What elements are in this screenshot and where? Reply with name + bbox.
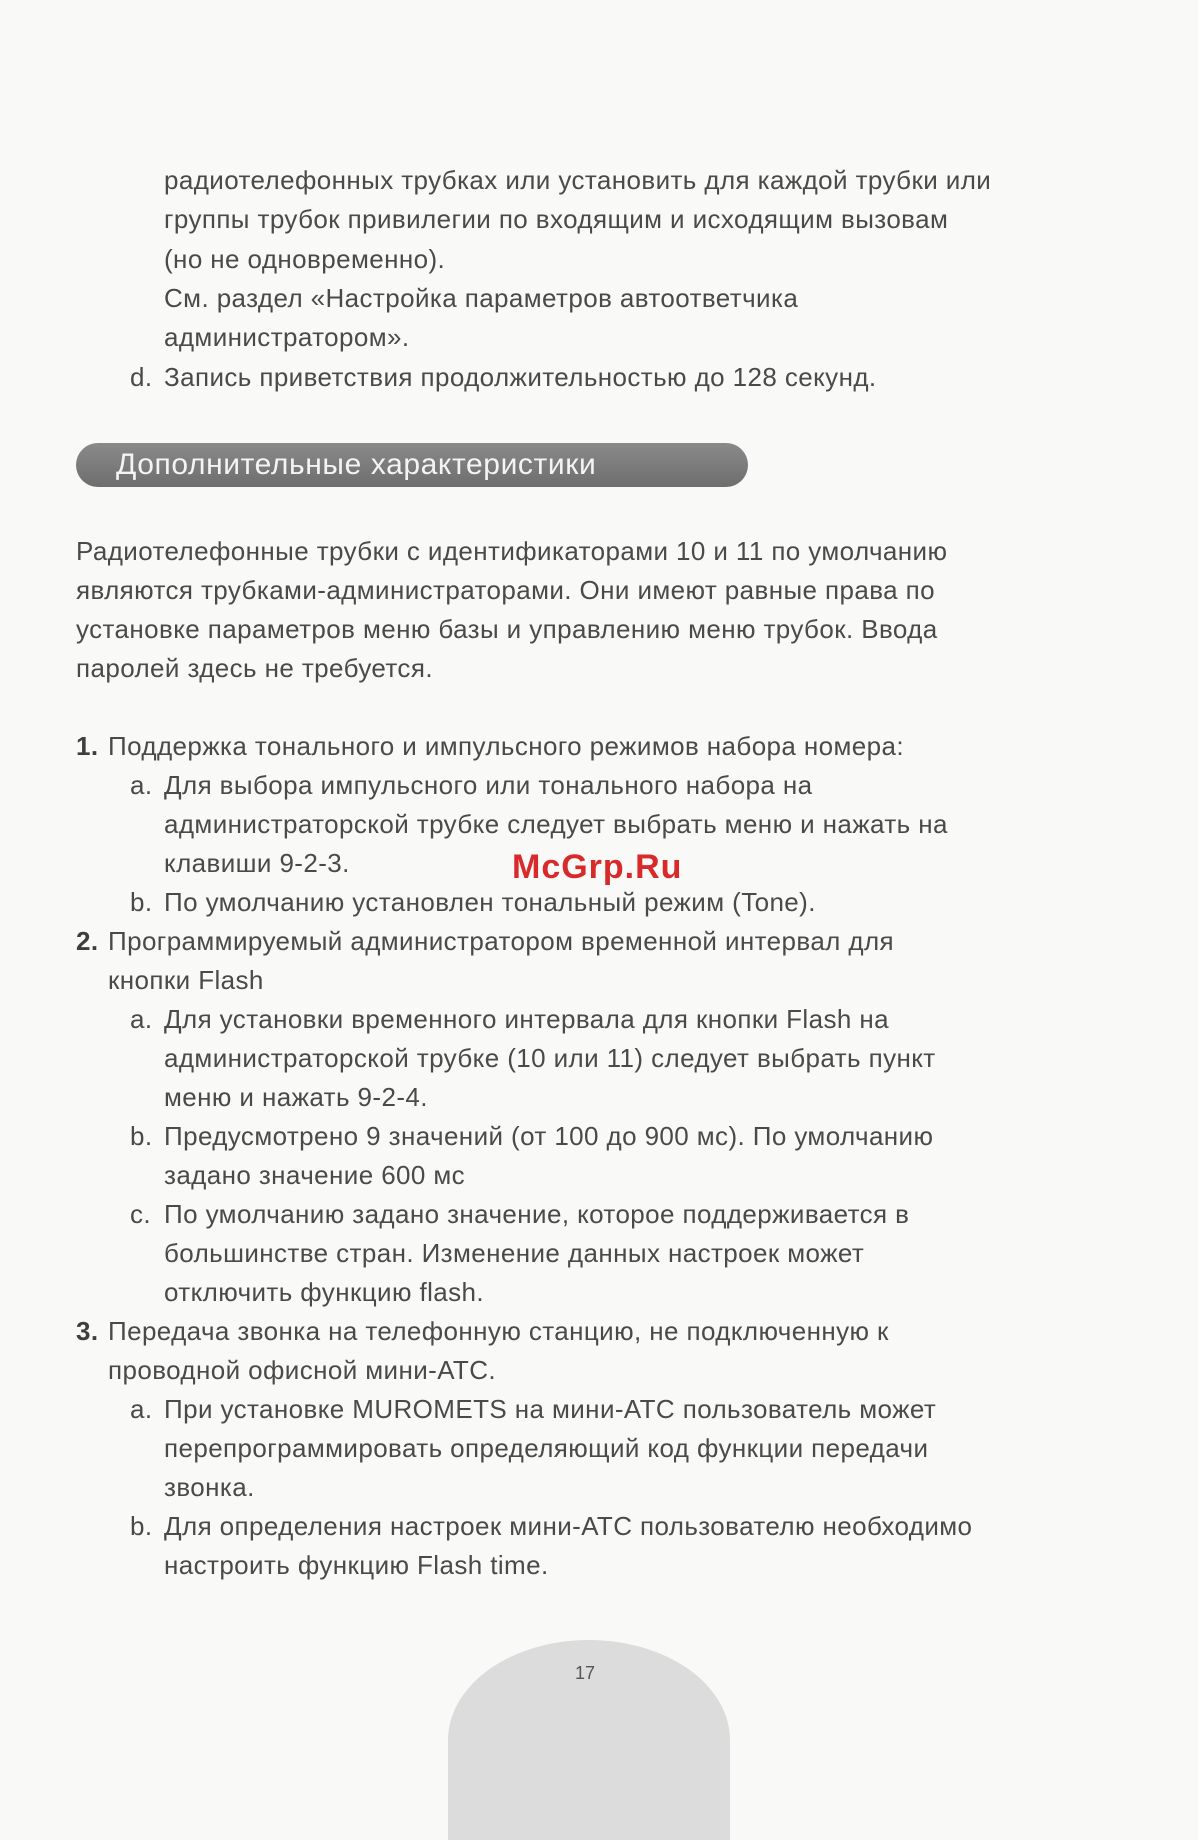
list-item-title: кнопки Flash <box>108 965 264 995</box>
list-item-title: Программируемый администратором временной интервал для <box>108 926 894 956</box>
text-line: радиотелефонных трубках или установить для каждой трубки или <box>164 165 992 195</box>
text-line: Для определения настроек мини-АТС пользователю необходимо <box>164 1511 973 1541</box>
text-line: Радиотелефонные трубки с идентификаторами 10 и 11 по умолчанию <box>76 536 948 566</box>
text-line: администраторской трубке (10 или 11) следует выбрать пункт <box>164 1043 936 1073</box>
list-item-title: Поддержка тонального и импульсного режимов набора номера: <box>108 731 904 761</box>
list-item-title: Передача звонка на телефонную станцию, не подключенную к <box>108 1316 889 1346</box>
list-marker: b. <box>130 1121 153 1151</box>
text-line: См. раздел «Настройка параметров автоответчика <box>164 283 799 313</box>
text-line: отключить функцию flash. <box>164 1277 485 1307</box>
list-item-title: проводной офисной мини-АТС. <box>108 1355 497 1385</box>
text-line: установке параметров меню базы и управлению меню трубок. Ввода <box>76 614 938 644</box>
text-line: администратором». <box>164 322 410 352</box>
text-line: большинстве стран. Изменение данных настроек может <box>164 1238 865 1268</box>
list-number: 2. <box>76 926 99 956</box>
text-line: клавиши 9-2-3. <box>164 848 350 878</box>
list-marker: a. <box>130 770 153 800</box>
text-line: являются трубками-администраторами. Они имеют равные права по <box>76 575 935 605</box>
text-line: звонка. <box>164 1472 255 1502</box>
text-line: (но не одновременно). <box>164 244 446 274</box>
text-line: настроить функцию Flash time. <box>164 1550 549 1580</box>
list-number: 1. <box>76 731 99 761</box>
text-line: По умолчанию установлен тональный режим (Tone). <box>164 887 816 917</box>
text-line: задано значение 600 мс <box>164 1160 466 1190</box>
text-line: перепрограммировать определяющий код функции передачи <box>164 1433 929 1463</box>
list-marker: b. <box>130 887 153 917</box>
text-line: Для выбора импульсного или тонального набора на <box>164 770 813 800</box>
list-marker: d. <box>130 362 153 392</box>
text-line: администраторской трубке следует выбрать меню и нажать на <box>164 809 948 839</box>
text-line: Для установки временного интервала для кнопки Flash на <box>164 1004 889 1034</box>
list-marker: a. <box>130 1004 153 1034</box>
section-heading: Дополнительные характеристики <box>116 448 597 481</box>
list-marker: b. <box>130 1511 153 1541</box>
text-line: Предусмотрено 9 значений (от 100 до 900 мс). По умолчанию <box>164 1121 934 1151</box>
list-marker: a. <box>130 1394 153 1424</box>
text-line: При установке MUROMETS на мини-АТС пользователь может <box>164 1394 937 1424</box>
watermark-logo: McGrp.Ru <box>512 848 683 886</box>
text-line: По умолчанию задано значение, которое поддерживается в <box>164 1199 910 1229</box>
list-number: 3. <box>76 1316 99 1346</box>
text-line: паролей здесь не требуется. <box>76 653 433 683</box>
text-line: меню и нажать 9-2-4. <box>164 1082 428 1112</box>
page-number: 17 <box>575 1663 596 1683</box>
list-marker: c. <box>130 1199 152 1229</box>
text-line: группы трубок привилегии по входящим и исходящим вызовам <box>164 204 949 234</box>
text-line: Запись приветствия продолжительностью до 128 секунд. <box>164 362 877 392</box>
